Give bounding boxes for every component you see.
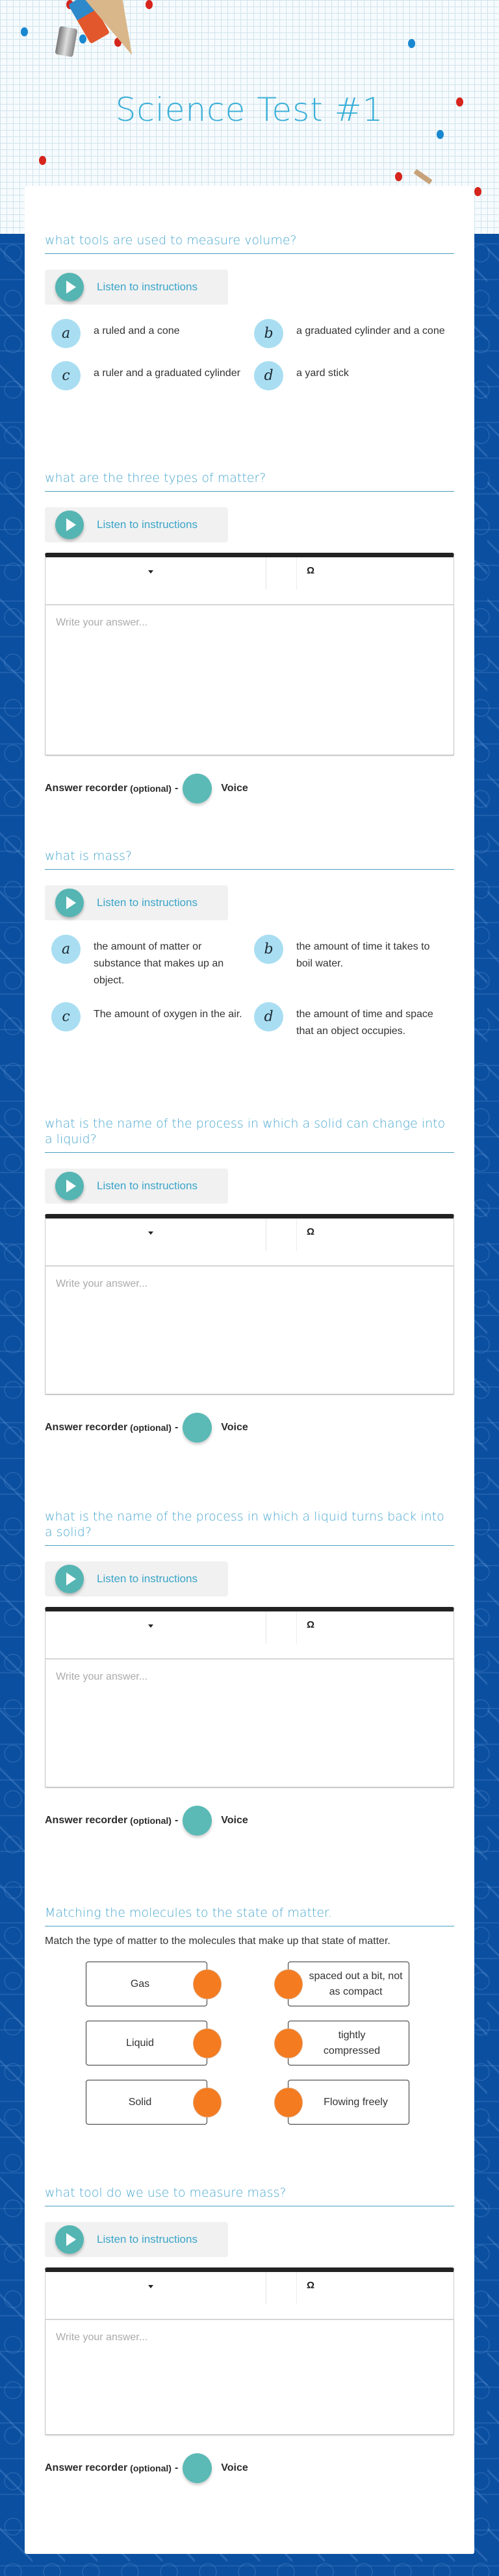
- option-c[interactable]: [45, 361, 246, 390]
- option-text: the amount of time it takes to boil water.: [296, 941, 430, 969]
- match-left-label: Gas: [130, 1978, 150, 1989]
- listen-instructions-button[interactable]: [45, 2222, 228, 2257]
- options-grid: [45, 319, 454, 390]
- caret-down-icon: [148, 1231, 153, 1235]
- match-right-label: spaced out a bit, not as compact: [309, 1970, 403, 1997]
- listen-label: Listen to instructions: [97, 2233, 198, 2245]
- match-connector-left[interactable]: [193, 1969, 222, 1999]
- editor-toolbar: [45, 1611, 454, 1660]
- option-letter[interactable]: a: [51, 935, 81, 964]
- toolbar-divider: [296, 557, 297, 590]
- sharpener-illustration: [55, 26, 77, 57]
- voice-label: Voice: [221, 1422, 248, 1433]
- answer-recorder: [45, 774, 454, 803]
- question-2: [45, 470, 454, 803]
- option-letter[interactable]: d: [254, 361, 283, 390]
- recorder-optional: (optional): [130, 2463, 172, 2473]
- match-right-item[interactable]: [288, 2021, 409, 2065]
- decor-dot: [79, 34, 86, 44]
- listen-instructions-button[interactable]: [45, 1168, 228, 1204]
- special-character-icon[interactable]: Ω: [307, 1226, 315, 1237]
- match-connector-left[interactable]: [193, 2028, 222, 2058]
- option-text: the amount of time and space that an object occupies.: [296, 1009, 433, 1037]
- listen-label: Listen to instructions: [97, 896, 198, 909]
- match-left-label: Liquid: [126, 2037, 154, 2049]
- special-character-icon[interactable]: Ω: [307, 565, 315, 576]
- caret-down-icon: [148, 570, 153, 574]
- answer-recorder: [45, 1413, 454, 1443]
- option-text: a yard stick: [296, 368, 349, 379]
- caret-down-icon: [148, 1624, 153, 1628]
- play-icon: [55, 1565, 84, 1593]
- match-connector-right[interactable]: [274, 2088, 303, 2117]
- match-right-label: tightly compressed: [323, 2029, 381, 2056]
- toolbar-divider: [296, 1611, 297, 1644]
- option-text: the amount of matter or substance that makes up an object.: [94, 941, 224, 986]
- play-icon: [55, 889, 84, 917]
- format-dropdown[interactable]: [45, 2272, 266, 2305]
- play-icon: [55, 1172, 84, 1200]
- special-character-icon[interactable]: Ω: [307, 1619, 315, 1630]
- format-dropdown[interactable]: [45, 557, 266, 590]
- format-dropdown[interactable]: [45, 1611, 266, 1644]
- page-title: Science Test #1: [115, 91, 384, 129]
- match-left-item[interactable]: [86, 2021, 207, 2065]
- question-1: [45, 233, 454, 390]
- listen-label: Listen to instructions: [97, 1180, 198, 1192]
- voice-label: Voice: [221, 1815, 248, 1826]
- question-heading: Matching the molecules to the state of matter.: [45, 1905, 454, 1926]
- recorder-dash: -: [174, 1422, 179, 1433]
- option-letter[interactable]: b: [254, 319, 283, 348]
- match-row: [45, 1962, 454, 2021]
- option-a[interactable]: [45, 319, 246, 348]
- match-row: [45, 2080, 454, 2139]
- option-text: a graduated cylinder and a cone: [296, 325, 445, 336]
- rich-text-editor: [45, 1214, 454, 1395]
- option-letter[interactable]: a: [51, 319, 81, 348]
- listen-label: Listen to instructions: [97, 518, 198, 531]
- recorder-label: Answer recorder: [45, 783, 128, 794]
- decor-dot: [474, 187, 481, 196]
- special-character-icon[interactable]: Ω: [307, 2280, 315, 2291]
- option-c[interactable]: [45, 1002, 246, 1040]
- listen-instructions-button[interactable]: [45, 507, 228, 542]
- answer-input[interactable]: [45, 1660, 454, 1787]
- option-letter[interactable]: c: [51, 361, 81, 390]
- question-heading: what is the name of the process in which a liquid turns back into a solid?: [45, 1509, 454, 1546]
- editor-toolbar: [45, 2272, 454, 2320]
- listen-instructions-button[interactable]: [45, 885, 228, 920]
- question-3: [45, 848, 454, 1040]
- decor-dot: [437, 130, 444, 139]
- match-right-label: Flowing freely: [324, 2096, 388, 2108]
- play-icon: [55, 511, 84, 539]
- question-6: [45, 1905, 454, 2139]
- question-5: [45, 1509, 454, 1836]
- answer-recorder: [45, 2453, 454, 2483]
- recorder-optional: (optional): [130, 783, 172, 794]
- pencil-illustration: [413, 169, 432, 184]
- decor-dot: [395, 172, 402, 181]
- matching-area: [45, 1962, 454, 2139]
- question-heading: what is the name of the process in which a solid can change into a liquid?: [45, 1116, 454, 1153]
- editor-toolbar: [45, 1219, 454, 1267]
- option-text: a ruled and a cone: [94, 325, 180, 336]
- decor-dot: [21, 27, 28, 36]
- listen-label: Listen to instructions: [97, 1572, 198, 1585]
- play-icon: [55, 2225, 84, 2254]
- recorder-dash: -: [174, 1815, 179, 1826]
- voice-record-button[interactable]: [183, 774, 212, 803]
- decor-dot: [39, 156, 46, 165]
- rich-text-editor: [45, 553, 454, 755]
- match-left-item[interactable]: [86, 2080, 207, 2125]
- caret-down-icon: [148, 2285, 153, 2288]
- match-connector-right[interactable]: [274, 2028, 303, 2058]
- toolbar-divider: [296, 1219, 297, 1251]
- listen-label: Listen to instructions: [97, 281, 198, 293]
- match-row: [45, 2021, 454, 2080]
- rich-text-editor: [45, 1607, 454, 1787]
- format-dropdown[interactable]: [45, 1219, 266, 1251]
- recorder-optional: (optional): [130, 1422, 172, 1433]
- listen-instructions-button[interactable]: [45, 270, 228, 305]
- option-letter[interactable]: c: [51, 1002, 81, 1031]
- editor-toolbar: [45, 557, 454, 605]
- match-right-item[interactable]: [288, 1962, 409, 2006]
- question-heading: what are the three types of matter?: [45, 470, 454, 492]
- recorder-label: Answer recorder: [45, 2462, 128, 2473]
- option-d[interactable]: [248, 1002, 449, 1040]
- question-heading: what is mass?: [45, 848, 454, 870]
- voice-label: Voice: [221, 2462, 248, 2473]
- voice-record-button[interactable]: [183, 1413, 212, 1443]
- toolbar-divider: [296, 2272, 297, 2305]
- recorder-dash: -: [174, 2462, 179, 2473]
- question-heading: what tool do we use to measure mass?: [45, 2185, 454, 2206]
- decor-dot: [146, 0, 153, 9]
- question-7: [45, 2185, 454, 2483]
- voice-record-button[interactable]: [183, 1806, 212, 1836]
- option-d[interactable]: [248, 361, 449, 390]
- play-icon: [55, 273, 84, 301]
- option-letter[interactable]: d: [254, 1002, 283, 1031]
- worksheet-card: [25, 186, 474, 2554]
- match-connector-left[interactable]: [193, 2088, 222, 2117]
- option-text: The amount of oxygen in the air.: [94, 1009, 242, 1020]
- match-left-item[interactable]: [86, 1962, 207, 2006]
- answer-input[interactable]: [45, 605, 454, 755]
- option-a[interactable]: [45, 935, 246, 989]
- answer-recorder: [45, 1806, 454, 1836]
- question-4: [45, 1116, 454, 1443]
- recorder-label: Answer recorder: [45, 1422, 128, 1433]
- match-right-item[interactable]: [288, 2080, 409, 2125]
- question-heading: what tools are used to measure volume?: [45, 233, 454, 254]
- listen-instructions-button[interactable]: [45, 1561, 228, 1597]
- options-grid: [45, 935, 454, 1040]
- option-b[interactable]: [248, 319, 449, 348]
- recorder-dash: -: [174, 783, 179, 794]
- option-b[interactable]: [248, 935, 449, 989]
- option-text: a ruler and a graduated cylinder: [94, 368, 240, 379]
- option-letter[interactable]: b: [254, 935, 283, 964]
- recorder-label: Answer recorder: [45, 1815, 128, 1826]
- question-description: Match the type of matter to the molecules that make up that state of matter.: [45, 1936, 390, 1947]
- answer-input[interactable]: [45, 2320, 454, 2434]
- recorder-optional: (optional): [130, 1815, 172, 1826]
- decor-dot: [408, 39, 415, 48]
- match-left-label: Solid: [128, 2096, 152, 2108]
- match-connector-right[interactable]: [274, 1969, 303, 1999]
- voice-label: Voice: [221, 783, 248, 794]
- voice-record-button[interactable]: [183, 2453, 212, 2483]
- rich-text-editor: [45, 2267, 454, 2435]
- answer-input[interactable]: [45, 1267, 454, 1394]
